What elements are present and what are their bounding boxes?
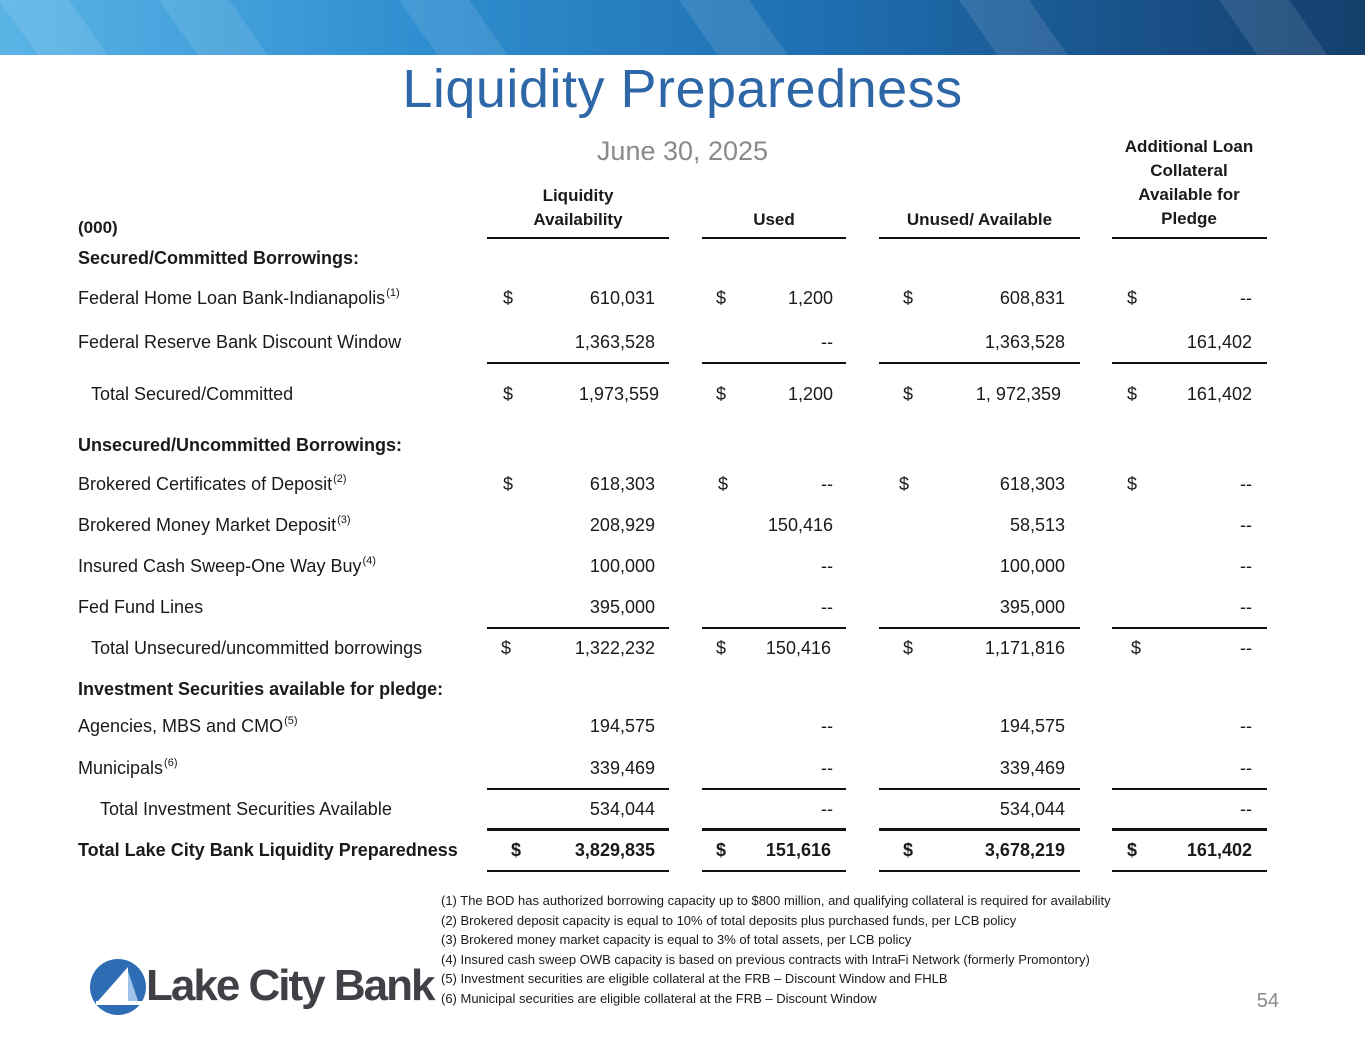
bottom-rule-col3 bbox=[879, 870, 1080, 872]
grand-total-rule-col3 bbox=[879, 828, 1080, 831]
col-used-header: Used bbox=[753, 210, 795, 229]
table-row: Fed Fund Lines 395,000 -- 395,000 -- bbox=[78, 597, 1252, 617]
section-heading-investment: Investment Securities available for pledge: bbox=[78, 679, 444, 699]
section-heading-unsecured: Unsecured/Uncommitted Borrowings: bbox=[78, 435, 403, 455]
bottom-rule-col2 bbox=[702, 870, 846, 872]
section-heading-secured: Secured/Committed Borrowings: bbox=[78, 248, 360, 268]
logo-emblem-icon bbox=[88, 957, 148, 1017]
col-liquidity-availability-header: Liquidity Availability bbox=[533, 186, 623, 229]
header-rule-col1 bbox=[487, 237, 669, 239]
footnote: (3) Brokered money market capacity is equal to 3% of total assets, per LCB policy bbox=[441, 932, 912, 948]
subtotal-rule-col2 bbox=[702, 627, 846, 629]
units-header: (000) bbox=[78, 218, 118, 237]
col-additional-collateral-header: Additional Loan Collateral Available for Pledge bbox=[1124, 137, 1254, 228]
footnote: (5) Investment securities are eligible collateral at the FRB – Discount Window and FHLB bbox=[441, 971, 948, 987]
subtotal-rule-col2 bbox=[702, 788, 846, 790]
table-row-total: Total Unsecured/uncommitted borrowings $ 1,322,232 $ 150,416 $ 1,171,816 $ -- bbox=[91, 638, 1252, 658]
table-row: Municipals$^{(6)}$ 339,469 -- 339,469 -- bbox=[78, 757, 1252, 778]
subtotal-rule-col1 bbox=[487, 362, 669, 364]
grand-total-rule-col1 bbox=[487, 828, 669, 831]
table-row: Insured Cash Sweep-One Way Buy$^{(4)}$ 100,000 -- 100,000 -- bbox=[78, 555, 1252, 576]
logo-wordmark: Lake City Bank bbox=[146, 961, 434, 1010]
col-unused-available-header: Unused/ Available bbox=[906, 210, 1053, 229]
subtotal-rule-col3 bbox=[879, 627, 1080, 629]
bottom-rule-col4 bbox=[1112, 870, 1267, 872]
table-row-total: Total Investment Securities Available 534,044 -- 534,044 -- bbox=[100, 799, 1252, 819]
table-row: Federal Home Loan Bank-Indianapolis$^{(1)}$ $ 610,031 $ 1,200 $ 608,831 $ -- bbox=[78, 287, 1252, 308]
page-number: 54 bbox=[1256, 990, 1279, 1012]
subtotal-rule-col4 bbox=[1112, 627, 1267, 629]
subtotal-rule-col3 bbox=[879, 362, 1080, 364]
table-row-grand-total: Total Lake City Bank Liquidity Preparedness $ 3,829,835 $ 151,616 $ 3,678,219 $ 161,402 bbox=[78, 840, 1252, 860]
subtotal-rule-col1 bbox=[487, 627, 669, 629]
table-row: Federal Reserve Bank Discount Window 1,363,528 -- 1,363,528 161,402 bbox=[78, 332, 1252, 352]
table-row: Agencies, MBS and CMO$^{(5)}$ 194,575 -- 194,575 -- bbox=[78, 715, 1252, 736]
page-title: Liquidity Preparedness bbox=[402, 59, 963, 119]
lake-city-bank-logo bbox=[88, 955, 434, 1020]
footnote: (6) Municipal securities are eligible collateral at the FRB – Discount Window bbox=[441, 990, 877, 1006]
footnote: (4) Insured cash sweep OWB capacity is based on previous contracts with IntraFi Network (formerly Promontory) bbox=[441, 951, 1090, 967]
footnotes bbox=[441, 891, 1111, 1009]
subtotal-rule-col3 bbox=[879, 788, 1080, 790]
table-row: Brokered Certificates of Deposit$^{(2)}$ $ 618,303 $ -- $ 618,303 $ -- bbox=[78, 473, 1252, 494]
subtotal-rule-col4 bbox=[1112, 362, 1267, 364]
subtotal-rule-col1 bbox=[487, 788, 669, 790]
footnote: (2) Brokered deposit capacity is equal to 10% of total deposits plus purchased funds, per LCB policy bbox=[441, 912, 1017, 928]
footnote: (1) The BOD has authorized borrowing capacity up to $800 million, and qualifying collateral is required for availability bbox=[441, 893, 1111, 908]
grand-total-rule-col4 bbox=[1112, 828, 1267, 831]
header-banner bbox=[0, 0, 1365, 55]
table-row: Brokered Money Market Deposit$^{(3)}$ 208,929 150,416 58,513 -- bbox=[78, 514, 1252, 535]
header-rule-col2 bbox=[702, 237, 846, 239]
grand-total-rule-col2 bbox=[702, 828, 846, 831]
subtotal-rule-col2 bbox=[702, 362, 846, 364]
table-row-total: Total Secured/Committed $ 1,973,559 $ 1,200 $ 1, 972,359 $ 161,402 bbox=[91, 384, 1252, 404]
page-subtitle-date: June 30, 2025 bbox=[596, 136, 769, 166]
header-rule-col4 bbox=[1112, 237, 1267, 239]
header-rule-col3 bbox=[879, 237, 1080, 239]
bottom-rule-col1 bbox=[487, 870, 669, 872]
subtotal-rule-col4 bbox=[1112, 788, 1267, 790]
